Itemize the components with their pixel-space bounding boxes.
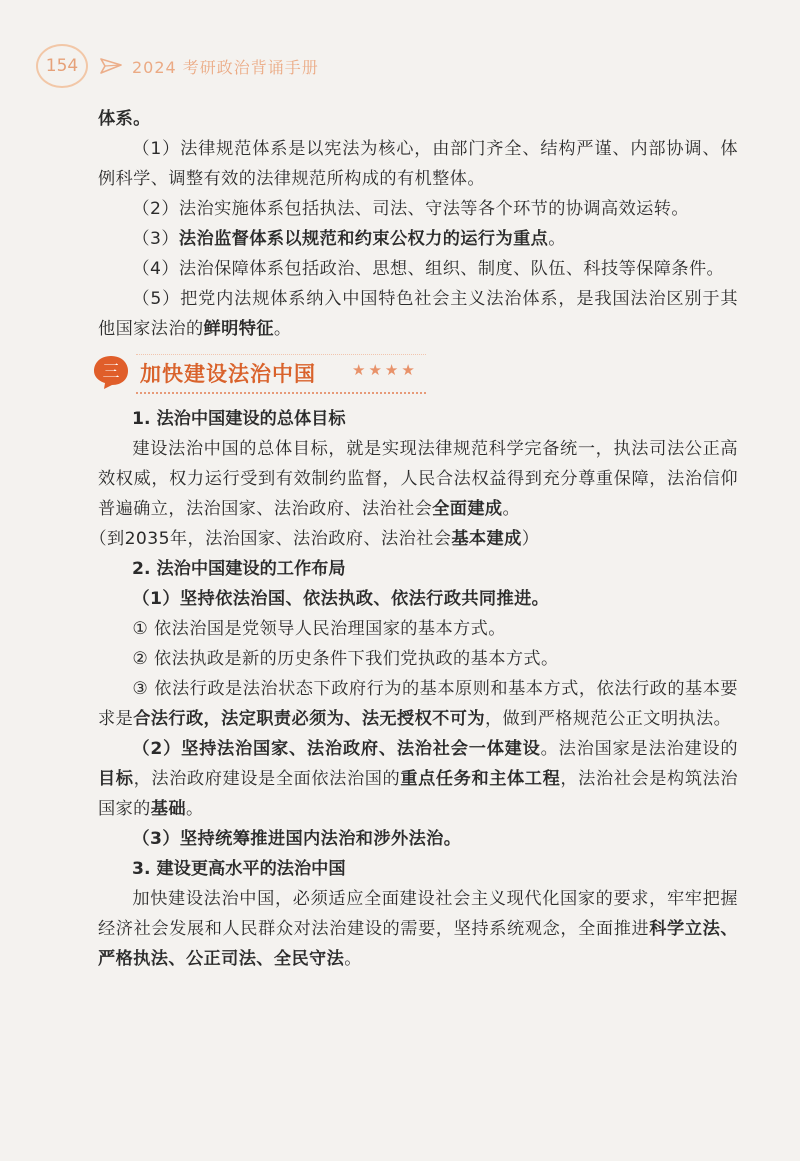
page-header [36, 44, 319, 88]
subheading-2: 2. 法治中国建设的工作布局 [132, 559, 346, 579]
subheading-3: 3. 建设更高水平的法治中国 [132, 859, 346, 879]
speech-bubble-icon [92, 354, 130, 390]
importance-stars: ★★★★ [352, 361, 418, 379]
section-heading [92, 352, 738, 398]
lead-text: 体系。 [98, 109, 151, 129]
list-item: （4）法治保障体系包括政治、思想、组织、制度、队伍、科技等保障条件。 [132, 259, 725, 279]
paragraph: 建设法治中国的总体目标，就是实现法律规范科学完备统一，执法司法公正高效权威，权力运行受到有效制约监督，人民合法权益得到充分尊重保障，法治信仰普遍确立，法治国家、法治政府、法治社会全面建成。 [98, 439, 738, 519]
svg-text:三: 三 [102, 362, 120, 382]
page-content [89, 104, 738, 974]
section-title: 加快建设法治中国 [140, 362, 316, 386]
sub-item: ② 依法执政是新的历史条件下我们党执政的基本方式。 [132, 649, 559, 669]
paragraph: 加快建设法治中国，必须适应全面建设社会主义现代化国家的要求，牢牢把握经济社会发展和人民群众对法治建设的需要，坚持系统观念，全面推进科学立法、严格执法、公正司法、全民守法。 [98, 889, 738, 969]
list-item: （3）法治监督体系以规范和约束公权力的运行为重点。 [132, 229, 566, 249]
list-item: （2）法治实施体系包括执法、司法、守法等各个环节的协调高效运转。 [132, 199, 689, 219]
list-item: （2）坚持法治国家、法治政府、法治社会一体建设。法治国家是法治建设的目标，法治政府建设是全面依法治国的重点任务和主体工程，法治社会是构筑法治国家的基础。 [98, 739, 738, 819]
heading-rule [136, 392, 426, 394]
subheading-1: 1. 法治中国建设的总体目标 [132, 409, 346, 429]
sub-item: ③ 依法行政是法治状态下政府行为的基本原则和基本方式，依法行政的基本要求是合法行政，法定职责必须为、法无授权不可为，做到严格规范公正文明执法。 [98, 679, 738, 729]
page-number: 154 [36, 44, 88, 88]
book-title: 2024 考研政治背诵手册 [132, 57, 319, 77]
list-item: （1）坚持依法治国、依法执政、依法行政共同推进。 [132, 589, 550, 609]
list-item: （1）法律规范体系是以宪法为核心，由部门齐全、结构严谨、内部协调、体例科学、调整有效的法律规范所构成的有机整体。 [98, 139, 738, 189]
heading-rule-top [136, 354, 426, 355]
sub-item: ① 依法治国是党领导人民治理国家的基本方式。 [132, 619, 506, 639]
list-item: （3）坚持统筹推进国内法治和涉外法治。 [132, 829, 462, 849]
paragraph-note: （到2035年，法治国家、法治政府、法治社会基本建成） [89, 529, 540, 549]
list-item: （5）把党内法规体系纳入中国特色社会主义法治体系，是我国法治区别于其他国家法治的鲜明特征。 [98, 289, 738, 339]
paper-plane-icon [100, 57, 122, 75]
